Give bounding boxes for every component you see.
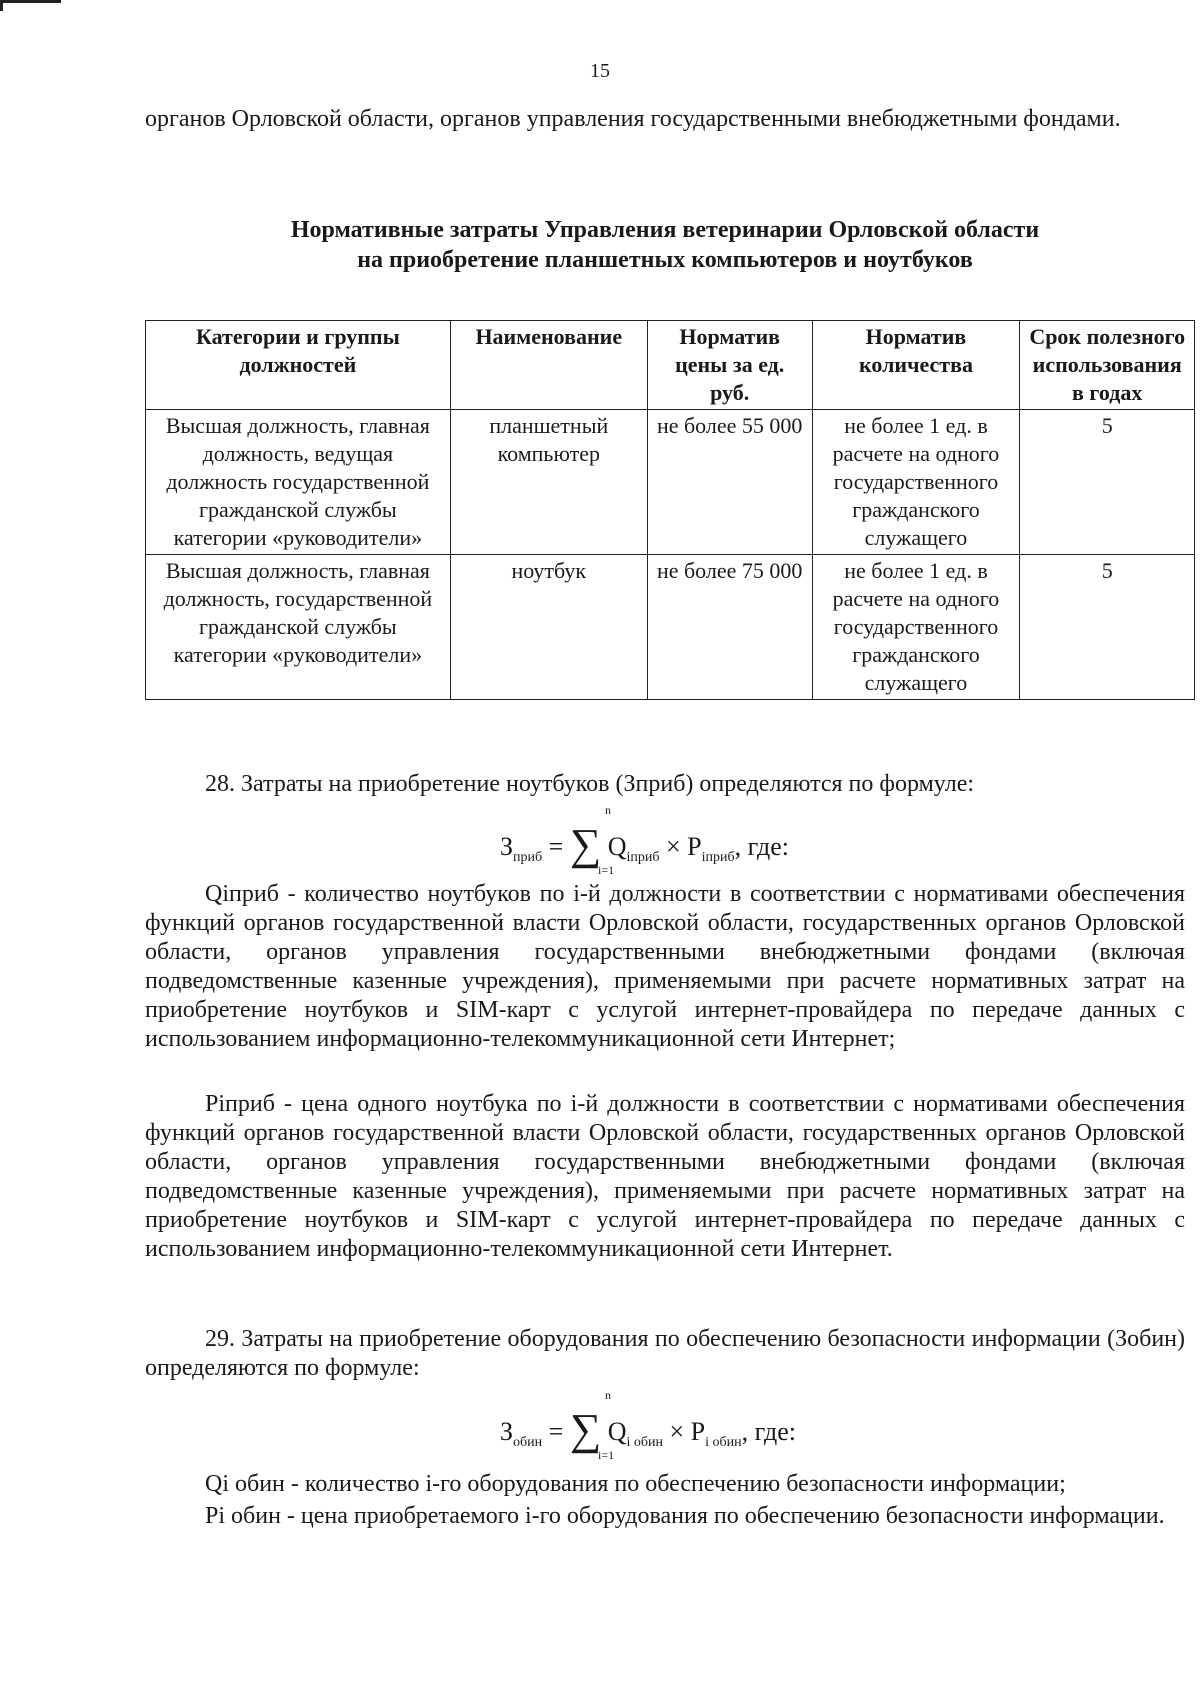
- table-row: [146, 555, 1195, 700]
- formula-p-sub: i обин: [705, 1435, 742, 1451]
- cell-category: Высшая должность, главная должность, государственной гражданской службы категории «руководители»: [146, 555, 451, 700]
- header-categories: Категории и группы должностей: [146, 321, 451, 410]
- cell-quantity: не более 1 ед. в расчете на одного государственного гражданского служащего: [812, 555, 1020, 700]
- item28-q-definition: Qiприб - количество ноутбуков по i-й должности в соответствии с нормативами обеспечения функций органов государственной власти Орловской области, государственных органов Орловской области, органов управления государственными внебюджетными фондами (включая подведомственные казенные учреждения), применяемыми при расчете нормативных затрат на приобретение ноутбуков и SIM-карт с услугой интернет-провайдера по передаче данных с использованием информационно-телекоммуникационной сети Интернет;: [145, 881, 1185, 1052]
- formula-29: $З_{обин}$ = ∑ n i=1 $Q_{i обин} \times P_{i обин}$, где:: [500, 1388, 796, 1462]
- scan-corner-mark: [0, 0, 61, 11]
- sum-lower-limit: i=1: [598, 1448, 615, 1462]
- formula-times: ×: [669, 1417, 685, 1446]
- formula-lhs: З: [500, 832, 514, 861]
- sum-upper-limit: n: [605, 803, 611, 817]
- formula-q: Q: [607, 1417, 627, 1446]
- sum-sign: ∑: [569, 1405, 602, 1454]
- formula-p: P: [687, 832, 702, 861]
- item29-p-definition: Pi обин - цена приобретаемого i-го оборудования по обеспечению безопасности информации.: [205, 1503, 1165, 1529]
- formula-q-sub: i обин: [626, 1435, 663, 1451]
- cell-term: 5: [1020, 555, 1195, 700]
- cell-price: не более 75 000: [647, 555, 812, 700]
- item28-heading: 28. Затраты на приобретение ноутбуков (Зприб) определяются по формуле:: [205, 771, 975, 797]
- cell-name: планшетный компьютер: [450, 410, 647, 555]
- page-number: 15: [590, 60, 610, 82]
- formula-tail: , где:: [741, 1417, 796, 1446]
- intro-paragraph: органов Орловской области, органов управления государственными внебюджетными фондами.: [145, 106, 1121, 132]
- header-quantity: Норматив количества: [812, 321, 1020, 410]
- section-title-line2: на приобретение планшетных компьютеров и ноутбуков: [357, 247, 973, 273]
- formula-tail: , где:: [734, 832, 789, 861]
- header-name: Наименование: [450, 321, 647, 410]
- sum-lower-limit: i=1: [598, 863, 615, 877]
- cell-category: Высшая должность, главная должность, ведущая должность государственной гражданской службы категории «руководители»: [146, 410, 451, 555]
- cell-term: 5: [1020, 410, 1195, 555]
- formula-28: $З_{приб}$ = ∑ n i=1 $Q_{iприб} \times P_{iприб}$, где:: [500, 803, 789, 877]
- cell-price: не более 55 000: [647, 410, 812, 555]
- table-header-row: [146, 321, 1195, 410]
- formula-lhs: З: [500, 1417, 514, 1446]
- item29-heading: 29. Затраты на приобретение оборудования по обеспечению безопасности информации (Зобин) определяются по формуле:: [145, 1326, 1185, 1381]
- table-row: [146, 410, 1195, 555]
- norms-table: [145, 320, 1195, 700]
- header-price: Норматив цены за ед. руб.: [647, 321, 812, 410]
- formula-lhs-sub: приб: [513, 850, 543, 866]
- cell-name: ноутбук: [450, 555, 647, 700]
- item28-p-definition: Piприб - цена одного ноутбука по i-й должности в соответствии с нормативами обеспечения функций органов государственной власти Орловской области, государственных органов Орловской области, органов управления государственными внебюджетными фондами (включая подведомственные казенные учреждения), применяемыми при расчете нормативных затрат на приобретение ноутбуков и SIM-карт с услугой интернет-провайдера по передаче данных с использованием информационно-телекоммуникационной сети Интернет.: [145, 1091, 1185, 1262]
- formula-times: ×: [665, 832, 681, 861]
- formula-lhs-sub: обин: [513, 1435, 543, 1451]
- formula-p: P: [690, 1417, 706, 1446]
- section-title-line1: Нормативные затраты Управления ветеринарии Орловской области: [290, 217, 1040, 243]
- sum-sign: ∑: [569, 820, 602, 869]
- cell-quantity: не более 1 ед. в расчете на одного государственного гражданского служащего: [812, 410, 1020, 555]
- formula-q-sub: iприб: [626, 850, 660, 866]
- formula-q: Q: [607, 832, 627, 861]
- header-term: Срок полезного использования в годах: [1020, 321, 1195, 410]
- sum-upper-limit: n: [605, 1388, 611, 1402]
- formula-p-sub: iприб: [701, 850, 735, 866]
- item29-q-definition: Qi обин - количество i-го оборудования по обеспечению безопасности информации;: [205, 1471, 1066, 1497]
